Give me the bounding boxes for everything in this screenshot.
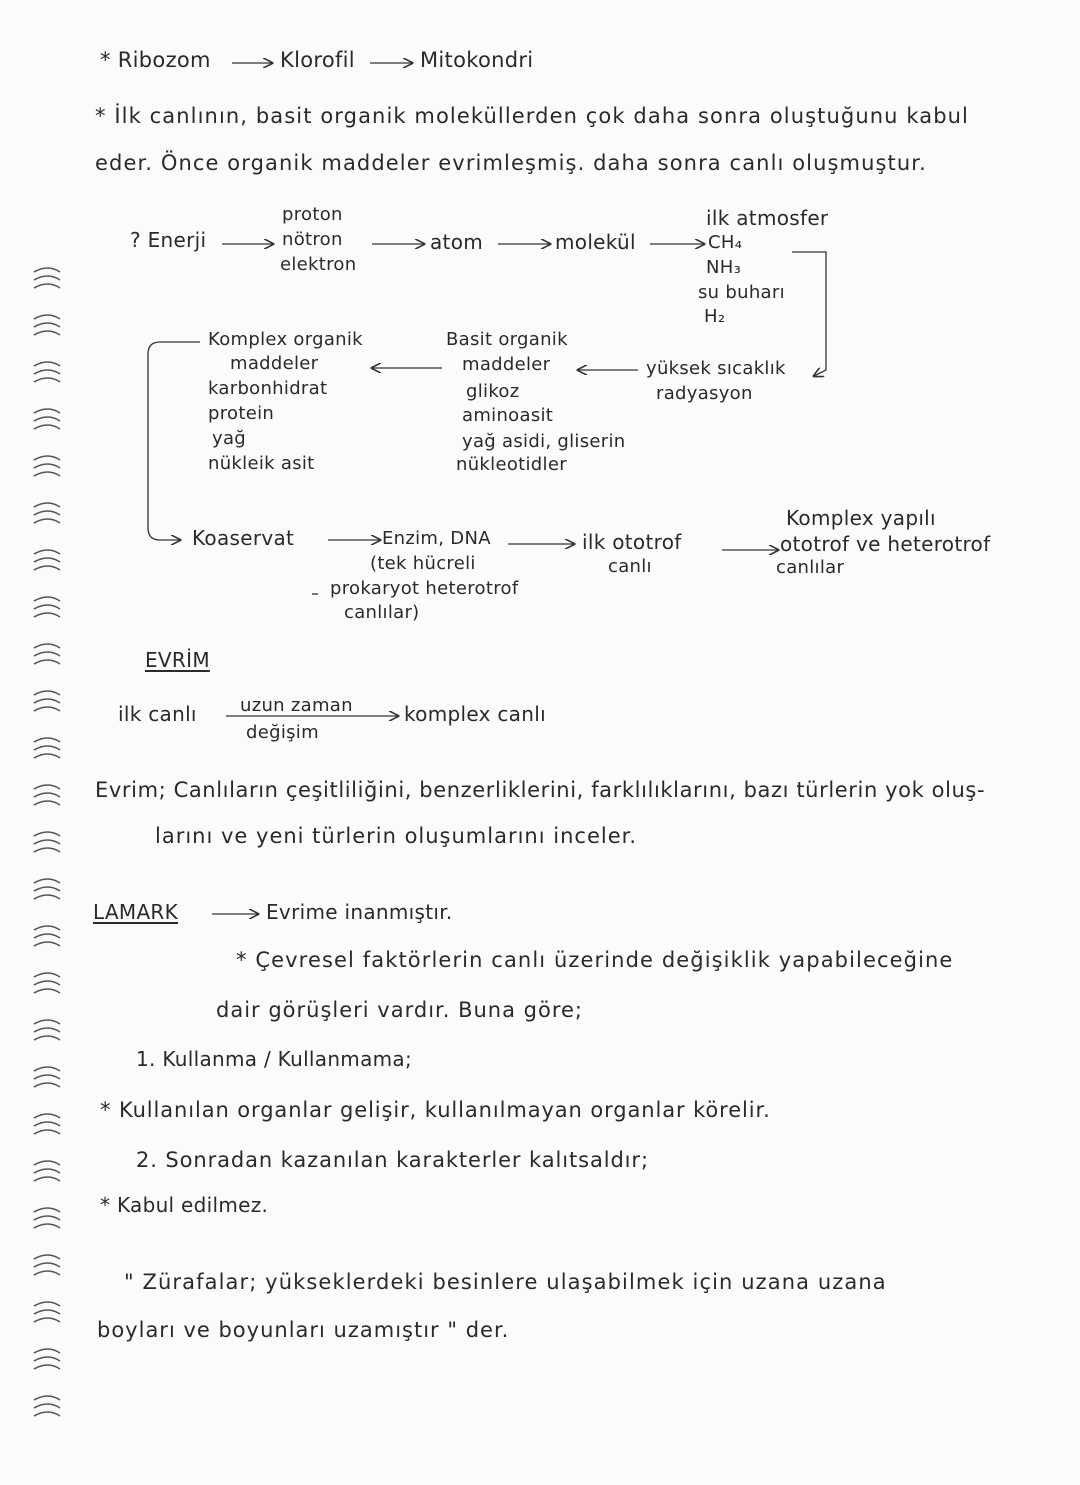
simple-organic-title-1: Basit organik bbox=[446, 329, 568, 350]
atmosphere-ch4: CH₄ bbox=[708, 232, 743, 253]
atmosphere-h2: H₂ bbox=[704, 306, 726, 327]
energy-label: ? Enerji bbox=[130, 228, 207, 252]
enzyme-note-1: (tek hücreli bbox=[370, 553, 476, 574]
particle-notron: nötron bbox=[282, 229, 343, 250]
simple-aminoasit: aminoasit bbox=[462, 405, 554, 426]
evrim-definition-2: larını ve yeni türlerin oluşumlarını inceler. bbox=[155, 824, 638, 848]
complex-organic-title-2: maddeler bbox=[230, 353, 319, 374]
complex-living-2: ototrof ve heterotrof bbox=[780, 532, 991, 556]
evrim-result: komplex canlı bbox=[404, 702, 546, 726]
particle-elektron: elektron bbox=[280, 254, 357, 275]
enzyme-note-2: prokaryot heterotrof bbox=[330, 578, 519, 599]
lamark-paragraph-2: dair görüşleri vardır. Buna göre; bbox=[216, 998, 584, 1022]
lamark-quote-2: boyları ve boyunları uzamıştır " der. bbox=[97, 1318, 510, 1342]
intro-line-1: * İlk canlının, basit organik moleküllerden çok daha sonra oluştuğunu kabul bbox=[95, 104, 969, 128]
particle-proton: proton bbox=[282, 204, 343, 225]
first-ototrof: ilk ototrof bbox=[582, 530, 682, 554]
lamark-item-2-text: * Kabul edilmez. bbox=[100, 1193, 269, 1217]
complex-organic-title-1: Komplex organik bbox=[208, 329, 363, 350]
line-mitokondri: Mitokondri bbox=[420, 48, 534, 72]
enzyme-dna: Enzim, DNA bbox=[382, 528, 491, 549]
atmosphere-title: ilk atmosfer bbox=[706, 206, 829, 230]
line-klorofil: Klorofil bbox=[280, 48, 355, 72]
evrim-definition-1: Evrim; Canlıların çeşitliliğini, benzerliklerini, farklılıklarını, bazı türlerin yok oluş- bbox=[95, 778, 986, 802]
lamark-item-2: 2. Sonradan kazanılan karakterler kalıtsaldır; bbox=[136, 1148, 649, 1172]
evrim-arrow-bottom: değişim bbox=[246, 722, 319, 743]
lamark-belief: Evrime inanmıştır. bbox=[266, 900, 453, 924]
simple-nukleotidler: nükleotidler bbox=[456, 454, 567, 475]
complex-living-1: Komplex yapılı bbox=[786, 506, 936, 530]
condition-heat: yüksek sıcaklık bbox=[646, 358, 786, 379]
intro-line-2: eder. Önce organik maddeler evrimleşmiş. daha sonra canlı oluşmuştur. bbox=[95, 151, 927, 175]
complex-living-3: canlılar bbox=[776, 557, 845, 578]
simple-organic-title-2: maddeler bbox=[462, 354, 551, 375]
complex-yag: yağ bbox=[212, 428, 247, 449]
simple-glikoz: glikoz bbox=[466, 381, 520, 402]
evrim-first-living: ilk canlı bbox=[118, 702, 197, 726]
atmosphere-water-vapor: su buharı bbox=[698, 282, 785, 303]
complex-karbonhidrat: karbonhidrat bbox=[208, 378, 328, 399]
molecule-label: molekül bbox=[555, 230, 636, 254]
evrim-heading: EVRİM bbox=[145, 648, 210, 672]
atom-label: atom bbox=[430, 230, 484, 254]
line-ribozom: * Ribozom bbox=[100, 48, 211, 72]
evrim-arrow-top: uzun zaman bbox=[240, 695, 353, 716]
complex-protein: protein bbox=[208, 403, 275, 424]
simple-yag-asidi: yağ asidi, gliserin bbox=[462, 431, 626, 452]
koaservat-label: Koaservat bbox=[192, 526, 295, 550]
condition-radiation: radyasyon bbox=[656, 383, 753, 404]
atmosphere-nh3: NH₃ bbox=[706, 257, 742, 278]
enzyme-note-3: canlılar) bbox=[344, 602, 420, 623]
lamark-paragraph-1: * Çevresel faktörlerin canlı üzerinde değişiklik yapabileceğine bbox=[236, 948, 954, 972]
lamark-heading: LAMARK bbox=[93, 900, 179, 924]
lamark-item-1: 1. Kullanma / Kullanmama; bbox=[136, 1047, 413, 1071]
lamark-item-1-text: * Kullanılan organlar gelişir, kullanılmayan organlar körelir. bbox=[100, 1098, 771, 1122]
lamark-quote-1: " Zürafalar; yükseklerdeki besinlere ulaşabilmek için uzana uzana bbox=[124, 1270, 887, 1294]
complex-nukleik-asit: nükleik asit bbox=[208, 453, 315, 474]
first-ototrof-canli: canlı bbox=[608, 556, 652, 577]
